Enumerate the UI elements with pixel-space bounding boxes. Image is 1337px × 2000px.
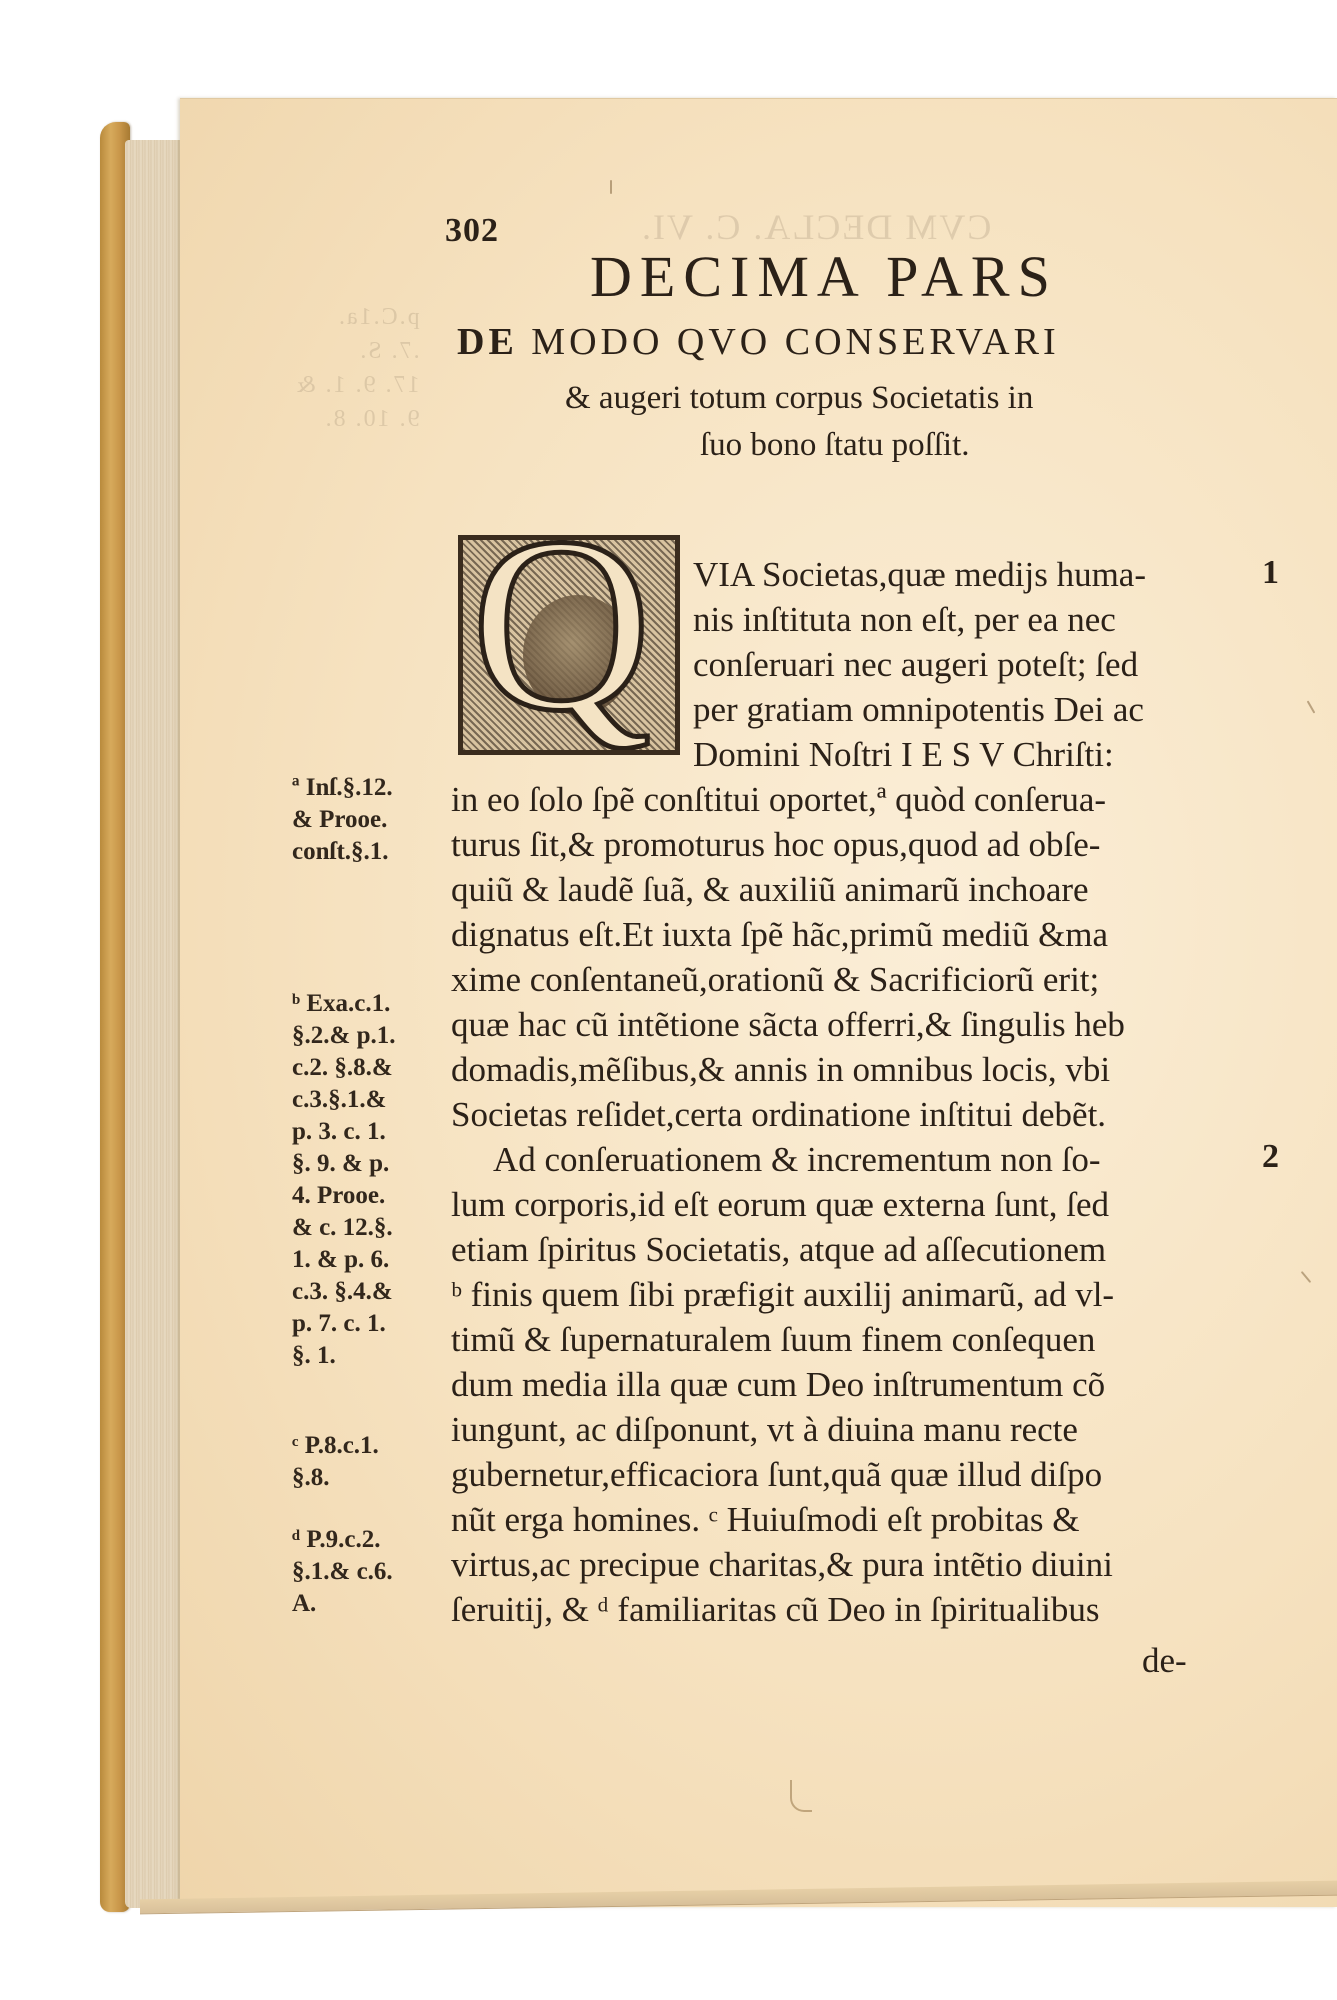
note-line: §. 1. [292,1342,336,1369]
note-line: A. [292,1590,317,1617]
subtitle-de: DE [457,321,518,363]
text-line: ᵇ finis quem ſibi præfigit auxilij animarũ, ad vl- [451,1275,1115,1314]
intro-block [693,552,1146,777]
text-line: dum media illa quæ cum Deo inſtrumentum cõ [451,1365,1106,1404]
note-line: ᶜ P.8.c.1. [292,1432,379,1459]
paragraph-number-2: 2 [1262,1138,1279,1175]
text-line: iungunt, ac diſponunt, vt à diuina manu recte [451,1410,1078,1449]
text-line: domadis,mẽſibus,& annis in omnibus locis, vbi [451,1050,1111,1089]
note-line: p. 3. c. 1. [292,1118,386,1145]
text-line: etiam ſpiritus Societatis, atque ad aſſecutionem [451,1230,1107,1269]
text-line: Societas reſidet,certa ordinatione inſtitui debẽt. [451,1095,1107,1134]
marginal-note-d [292,1524,393,1620]
marginal-note-a [292,772,393,868]
text-line: Ad conſeruationem & incrementum non ſo- [493,1140,1101,1179]
note-line: conſt.§.1. [292,838,389,865]
subtitle-line-1: & augeri totum corpus Societatis in [565,380,1034,416]
text-line: Domini Noſtri I E S V Chriſti: [693,735,1114,774]
note-line: ᵇ Exa.c.1. [292,990,391,1017]
marginal-note-c [292,1430,379,1494]
bleed-through-header: CVM DECLA. C. VI. [640,207,992,247]
part-subtitle [457,320,1060,364]
note-line: c.3. §.4.& [292,1278,393,1305]
marginal-note-b [292,988,395,1372]
text-line: ſeruitij, & ᵈ familiaritas cũ Deo in ſpiritualibus [451,1590,1100,1629]
text-line: VIA Societas,quæ medijs huma- [693,555,1147,594]
text-line: dignatus eſt.Et iuxta ſpẽ hãc,primũ mediũ &ma [451,915,1109,954]
initial-letter: Q [471,535,652,755]
bleed-through-margin: p.C.1a. .7. S. 17. 9. 1. & 9. 10. 8. [295,304,420,432]
text-line: xime conſentaneũ,orationũ & Sacrificiorũ erit; [451,960,1100,999]
note-line: §. 9. & p. [292,1150,390,1177]
note-line: §.1.& c.6. [292,1558,393,1585]
note-line: & c. 12.§. [292,1214,393,1241]
note-line: & Prooe. [292,806,388,833]
stain-mark [790,1780,812,1812]
text-line: turus ſit,& promoturus hoc opus,quod ad obſe- [451,825,1101,864]
catchword: de- [1142,1641,1187,1680]
text-line: timũ & ſupernaturalem ſuum finem conſequen [451,1320,1096,1359]
main-text-block [451,777,1125,1632]
note-line: c.3.§.1.& [292,1086,387,1113]
decorated-initial [458,535,680,755]
part-title: DECIMA PARS [590,244,1058,309]
note-line: 1. & p. 6. [292,1246,390,1273]
page-number: 302 [445,212,499,249]
note-line: 4. Prooe. [292,1182,386,1209]
text-line: virtus,ac precipue charitas,& pura intẽtio diuini [451,1545,1113,1584]
paragraph-number-1: 1 [1262,554,1279,591]
text-line: lum corporis,id eſt eorum quæ externa ſunt, ſed [451,1185,1110,1224]
note-line: p. 7. c. 1. [292,1310,386,1337]
text-line: quæ hac cũ intẽtione sãcta offerri,& ſingulis heb [451,1005,1125,1044]
note-line: §.2.& p.1. [292,1022,396,1049]
text-line: nũt erga homines. ᶜ Huiuſmodi eſt probitas & [451,1500,1080,1539]
note-line: ᵈ P.9.c.2. [292,1526,381,1553]
text-line: nis inſtituta non eſt, per ea nec [693,600,1116,639]
subtitle-line-2: ſuo bono ſtatu poſſit. [700,427,970,463]
page-edges [125,140,185,1908]
text-line: quiũ & laudẽ ſuã, & auxiliũ animarũ inchoare [451,870,1089,909]
note-line: ª Inſ.§.12. [292,774,393,801]
speck [610,180,612,194]
text-line: gubernetur,efficaciora ſunt,quã quæ illud diſpo [451,1455,1103,1494]
text-line: conſeruari nec augeri poteſt; ſed [693,645,1139,684]
note-line: §.8. [292,1464,330,1491]
text-line: in eo ſolo ſpẽ conſtitui oportet,ª quòd conſerua- [451,780,1107,819]
subtitle-rest: MODO QVO CONSERVARI [531,321,1060,363]
note-line: c.2. §.8.& [292,1054,393,1081]
text-line: per gratiam omnipotentis Dei ac [693,690,1144,729]
